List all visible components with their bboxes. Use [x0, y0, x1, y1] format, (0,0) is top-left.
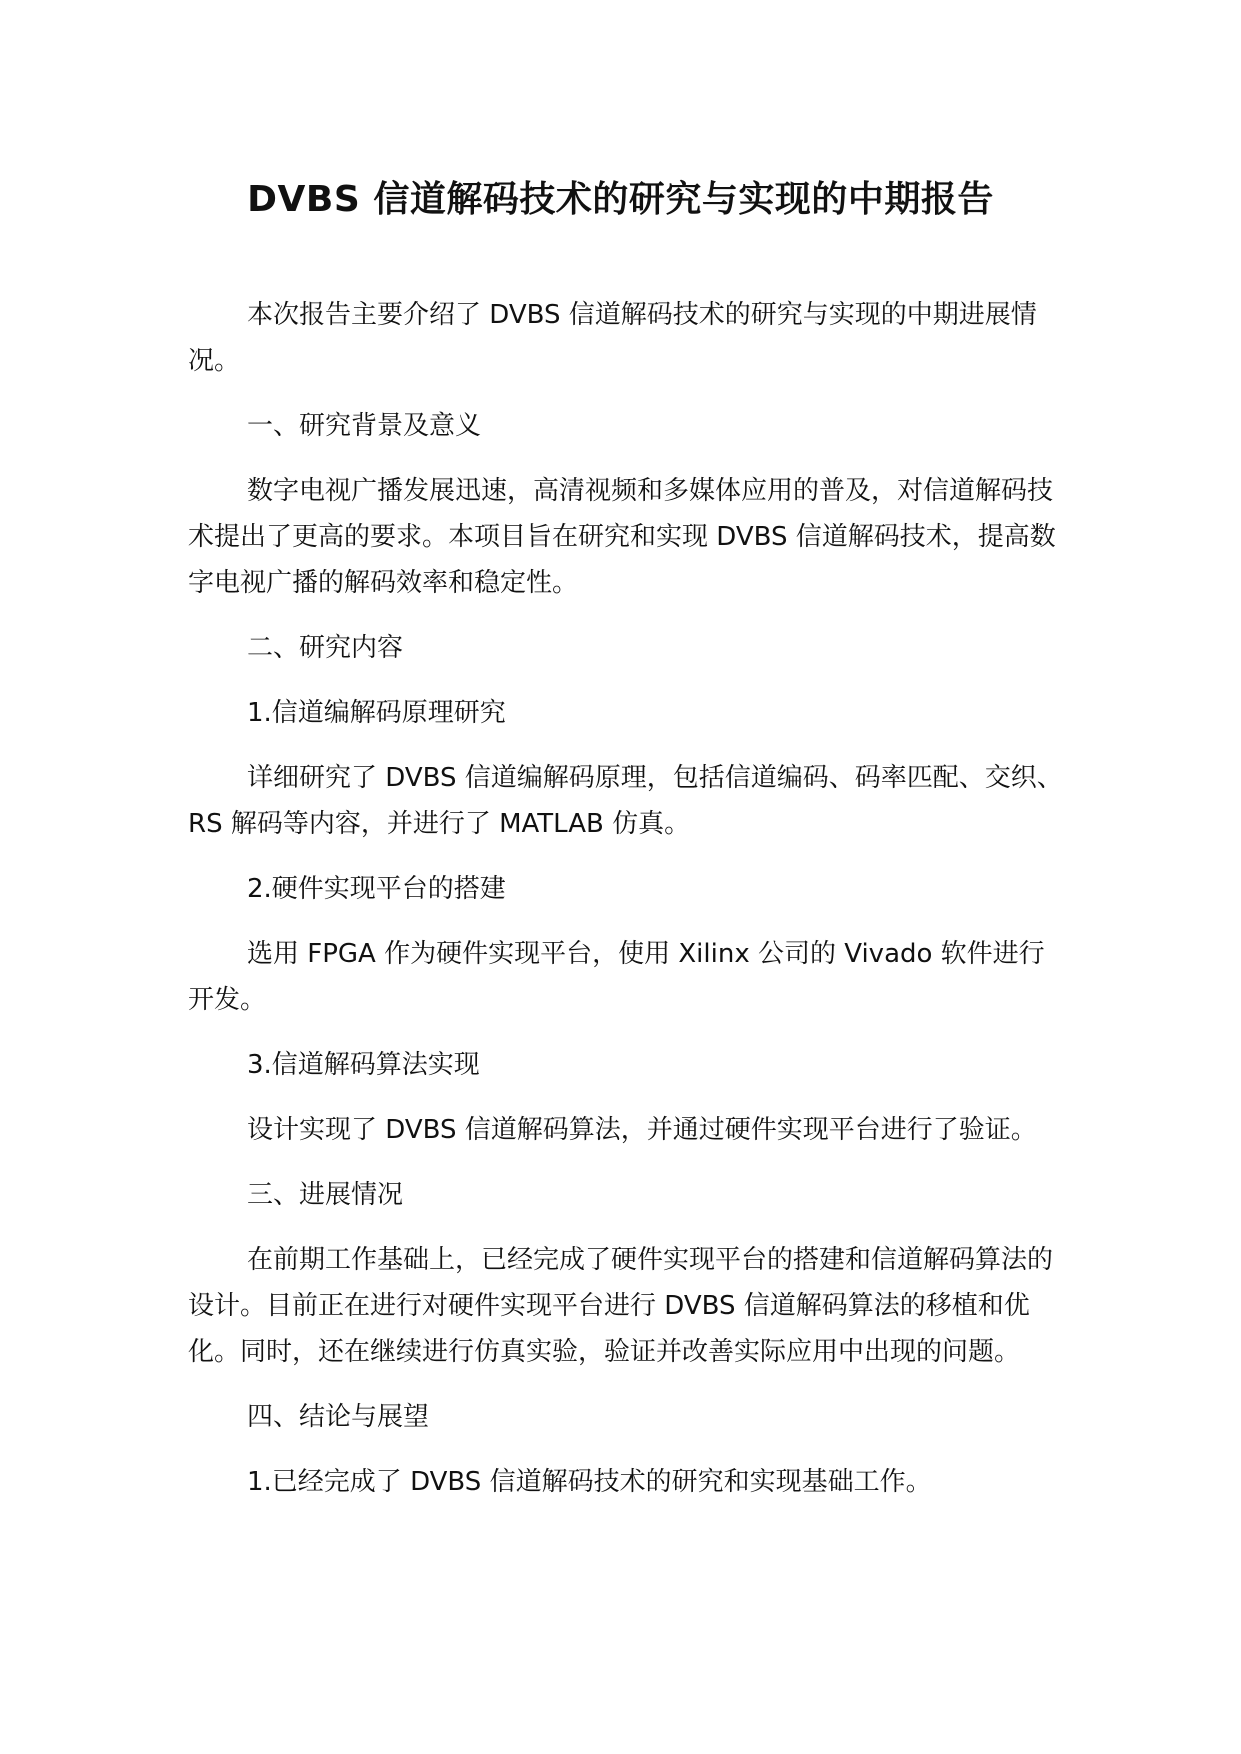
- section-heading-progress: 三、进展情况: [247, 1180, 404, 1210]
- section-heading-background: 一、研究背景及意义: [247, 411, 482, 441]
- subheading-hardware-platform: 2.硬件实现平台的搭建: [247, 874, 506, 904]
- decoding-algorithm-paragraph: 设计实现了 DVBS 信道解码算法，并通过硬件实现平台进行了验证。: [247, 1115, 1037, 1145]
- conclusion-item-1: 1.已经完成了 DVBS 信道解码技术的研究和实现基础工作。: [247, 1467, 932, 1497]
- hardware-platform-paragraph: 选用 FPGA 作为硬件实现平台，使用 Xilinx 公司的 Vivado 软件进行开发。: [188, 939, 1045, 1015]
- background-paragraph: 数字电视广播发展迅速，高清视频和多媒体应用的普及，对信道解码技术提出了更高的要求。本项目旨在研究和实现 DVBS 信道解码技术，提高数字电视广播的解码效率和稳定性。: [188, 476, 1056, 598]
- document-body: [188, 292, 1068, 1524]
- document-title: DVBS 信道解码技术的研究与实现的中期报告: [247, 179, 994, 220]
- progress-paragraph: 在前期工作基础上，已经完成了硬件实现平台的搭建和信道解码算法的设计。目前正在进行对硬件实现平台进行 DVBS 信道解码算法的移植和优化。同时，还在继续进行仿真实验，验证并改善实际应用中出现的问题。: [188, 1245, 1054, 1367]
- intro-paragraph: 本次报告主要介绍了 DVBS 信道解码技术的研究与实现的中期进展情况。: [188, 300, 1037, 376]
- section-heading-content: 二、研究内容: [247, 633, 404, 663]
- subheading-codec-principle: 1.信道编解码原理研究: [247, 698, 506, 728]
- subheading-decoding-algorithm: 3.信道解码算法实现: [247, 1050, 480, 1080]
- codec-principle-paragraph: 详细研究了 DVBS 信道编解码原理，包括信道编码、码率匹配、交织、RS 解码等内容，并进行了 MATLAB 仿真。: [188, 763, 1063, 839]
- section-heading-conclusion: 四、结论与展望: [247, 1402, 430, 1432]
